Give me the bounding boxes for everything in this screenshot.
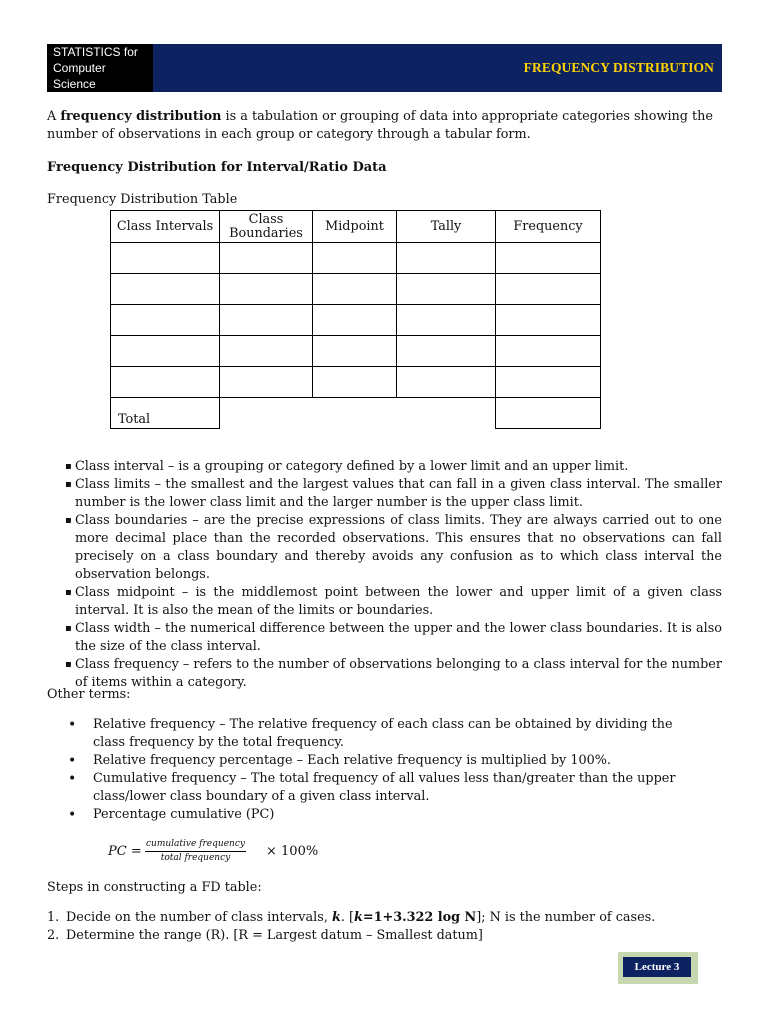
table-cell — [496, 305, 601, 336]
page-header — [47, 44, 722, 92]
table-cell — [111, 274, 220, 305]
column-header: Frequency — [496, 211, 601, 243]
list-item: ▪ Class boundaries – are the precise expressions of class limits. They are always carried out to one more decimal place than the recorded observations. This ensures that no observations can fall precisely on a class boundary and thereby avoids any confusion as to which class interval the observation belongs. — [65, 512, 722, 584]
table-cell — [313, 305, 397, 336]
table-row — [111, 243, 601, 274]
table-cell — [111, 305, 220, 336]
intro-paragraph — [47, 108, 722, 144]
list-item: ▪ Class frequency – refers to the number of observations belonging to a class interval for the number of items within a category. — [65, 656, 722, 692]
table-cell — [220, 305, 313, 336]
column-header: Class Boundaries — [220, 211, 313, 243]
formula-rhs: × 100% — [266, 844, 319, 859]
intro-term: frequency distribution — [60, 109, 222, 124]
list-item: ▪ Class width – the numerical difference between the upper and the lower class boundaries. It is also the size of the class interval. — [65, 620, 722, 656]
table-cell — [111, 367, 220, 398]
table-cell — [111, 243, 220, 274]
table-cell — [496, 243, 601, 274]
step-formula: =1+3.322 log N — [362, 910, 477, 925]
list-item: ▪ Class limits – the smallest and the largest values that can fall in a given class interval. The smaller number is the lower class limit and the larger number is the upper class limit. — [65, 476, 722, 512]
other-terms-heading: Other terms: — [47, 687, 131, 702]
table-cell — [397, 336, 496, 367]
list-item: • Relative frequency – The relative frequency of each class can be obtained by dividing the class frequency by the total frequency. — [66, 716, 706, 752]
table-cell — [397, 243, 496, 274]
list-item: • Cumulative frequency – The total frequency of all values less than/greater than the upper class/lower class boundary of a given class interval. — [66, 770, 706, 806]
table-row — [111, 274, 601, 305]
table-row — [111, 367, 601, 398]
table-row — [111, 336, 601, 367]
step-text: Determine the range (R). [R = Largest datum – Smallest datum] — [66, 928, 483, 943]
list-item — [47, 927, 655, 945]
table-cell — [496, 274, 601, 305]
course-line: STATISTICS for — [53, 45, 138, 59]
formula-numerator: cumulative frequency — [145, 838, 246, 852]
course-line: Computer — [53, 61, 106, 75]
steps-list — [47, 909, 655, 945]
table-cell — [111, 336, 220, 367]
list-item — [47, 909, 655, 927]
formula-denominator: total frequency — [160, 853, 231, 863]
intro-lead: A — [47, 109, 61, 124]
table-cell — [313, 336, 397, 367]
other-terms-list — [66, 716, 706, 824]
table-cell — [220, 336, 313, 367]
list-item: • Relative frequency percentage – Each relative frequency is multiplied by 100%. — [66, 752, 706, 770]
column-header: Tally — [397, 211, 496, 243]
table-header-row — [111, 211, 601, 243]
table-cell — [397, 274, 496, 305]
definitions-list — [65, 458, 722, 692]
step-k: k — [331, 910, 341, 925]
column-header: Midpoint — [313, 211, 397, 243]
table-title: Frequency Distribution Table — [47, 192, 238, 207]
intro-rest: is a tabulation or grouping of data into appropriate categories showing the number of observations in each group or category through a tabular form. — [47, 109, 713, 142]
table-cell — [220, 243, 313, 274]
lecture-badge — [618, 952, 698, 984]
table-row — [111, 305, 601, 336]
total-cell — [496, 398, 601, 429]
formula-lhs: PC = — [108, 844, 142, 859]
total-label: Total — [111, 398, 220, 429]
table-cell — [220, 367, 313, 398]
formula-fraction — [145, 838, 246, 865]
table-cell — [220, 274, 313, 305]
section-heading: Frequency Distribution for Interval/Ratio Data — [47, 160, 387, 175]
table-cell — [313, 367, 397, 398]
table-cell — [397, 367, 496, 398]
list-item: ▪ Class midpoint – is the middlemost point between the lower and upper limit of a given class interval. It is also the mean of the limits or boundaries. — [65, 584, 722, 620]
empty-span — [220, 398, 496, 429]
table-cell — [313, 243, 397, 274]
column-header: Class Intervals — [111, 211, 220, 243]
step-k: k — [353, 910, 363, 925]
lecture-label: Lecture 3 — [623, 957, 691, 977]
list-item: ▪ Class interval – is a grouping or category defined by a lower limit and an upper limit. — [65, 458, 722, 476]
table-cell — [496, 336, 601, 367]
document-title: FREQUENCY DISTRIBUTION — [523, 60, 714, 75]
step-text: . [ — [340, 910, 354, 925]
table-cell — [496, 367, 601, 398]
step-number: 2. — [47, 928, 60, 943]
list-item: • Percentage cumulative (PC) — [66, 806, 706, 824]
frequency-distribution-table — [110, 210, 601, 429]
course-label — [47, 44, 153, 92]
step-number: 1. — [47, 910, 60, 925]
steps-heading: Steps in constructing a FD table: — [47, 880, 262, 895]
table-cell — [397, 305, 496, 336]
table-cell — [313, 274, 397, 305]
total-row — [111, 398, 601, 429]
step-text: Decide on the number of class intervals, — [66, 910, 332, 925]
course-line: Science — [53, 77, 96, 91]
step-text: ]; N is the number of cases. — [476, 910, 656, 925]
